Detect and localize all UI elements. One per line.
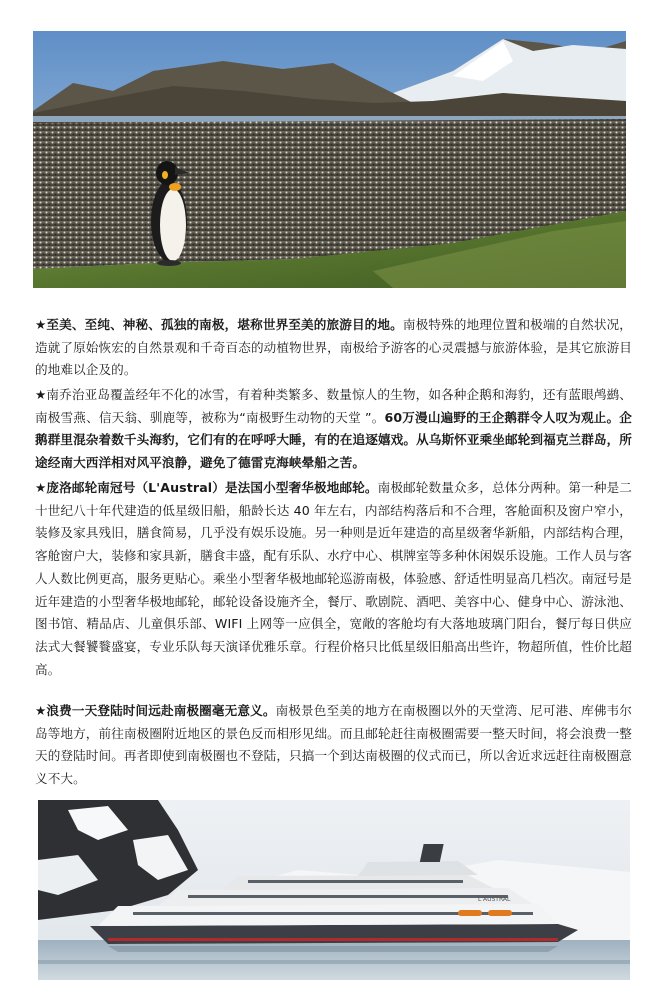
- cruise-ship-photo: [38, 800, 630, 980]
- paragraph-antarctic-circle: [35, 700, 632, 791]
- paragraph-body: 南极特殊的地理位置和极端的自然状况，造就了原始恢宏的自然景观和千奇百态的动植物世界，南极给予游客的心灵震撼与旅游体验，是其它旅游目的地难以企及的。: [35, 317, 632, 378]
- paragraph-laustral-ship: [35, 477, 632, 681]
- paragraph-antarctica-intro: [35, 314, 632, 382]
- paragraph-body: ★南乔治亚岛覆盖经年不化的冰雪，有着种类繁多、数量惊人的生物，如各种企鹅和海豹，还有蓝眼鸬鹚、南极雪燕、信天翁、驯鹿等，被称为“南极野生动物的天堂 ”。: [35, 387, 632, 425]
- paragraph-lead: ★浪费一天登陆时间远赴南极圈毫无意义。: [35, 703, 276, 718]
- paragraph-tail: 60万漫山遍野的王企鹅群令人叹为观止。企鹅群里混杂着数千头海豹，它们有的在呼呼大睡，有的在追逐嬉戏。从乌斯怀亚乘坐邮轮到福克兰群岛，所途经南大西洋相对风平浪静，避免了德雷克海峡晕船之苦。: [35, 409, 632, 471]
- paragraph-lead: ★至美、至纯、神秘、孤独的南极，堪称世界至美的旅游目的地。: [35, 317, 403, 332]
- penguin-colony-photo: [33, 31, 626, 288]
- paragraph-south-georgia: [35, 384, 632, 475]
- paragraph-lead: ★庞洛邮轮南冠号（L'Austral）是法国小型奢华极地邮轮。: [35, 480, 378, 495]
- ship-name: L'AUSTRAL: [478, 896, 511, 903]
- paragraph-body: 南极景色至美的地方在南极圈以外的天堂湾、尼可港、库佛韦尔岛等地方，前往南极圈附近地区的景色反而相形见绌。而且邮轮赶往南极圈需要一整天时间，将会浪费一整天的登陆时间。再者即使到南极圈也不登陆，只搞一个到达南极圈的仪式而已，所以舍近求远赶往南极圈意义不大。: [35, 703, 632, 787]
- paragraph-body: 南极邮轮数量众多，总体分两种。第一种是二十世纪八十年代建造的低星级旧船，船龄长达 40 年左右，内部结构落后和不合理，客舱面积及窗户窄小，装修及家具残旧，膳食简易，几乎没有娱乐设施。另一种则是近年建造的高星级奢华新船，内部结构合理，客舱窗户大，装修和家具新，膳食丰盛，配有乐队、水疗中心、棋牌室等多种休闲娱乐设施。工作人员与客人人数比例更高，服务更贴心。乘坐小型奢华极地邮轮巡游南极，体验感、舒适性明显高几档次。南冠号是近年建造的小型奢华极地邮轮，邮轮设备设施齐全，餐厅、歌剧院、酒吧、美容中心、健身中心、游泳池、图书馆、精品店、儿童俱乐部、WIFI 上网等一应俱全，宽敞的客舱均有大落地玻璃门阳台，餐厅每日供应法式大餐饕餮盛宴，专业乐队每天演译优雅乐章。行程价格只比低星级旧船高出些许，物超所值，性价比超高。: [35, 480, 632, 677]
